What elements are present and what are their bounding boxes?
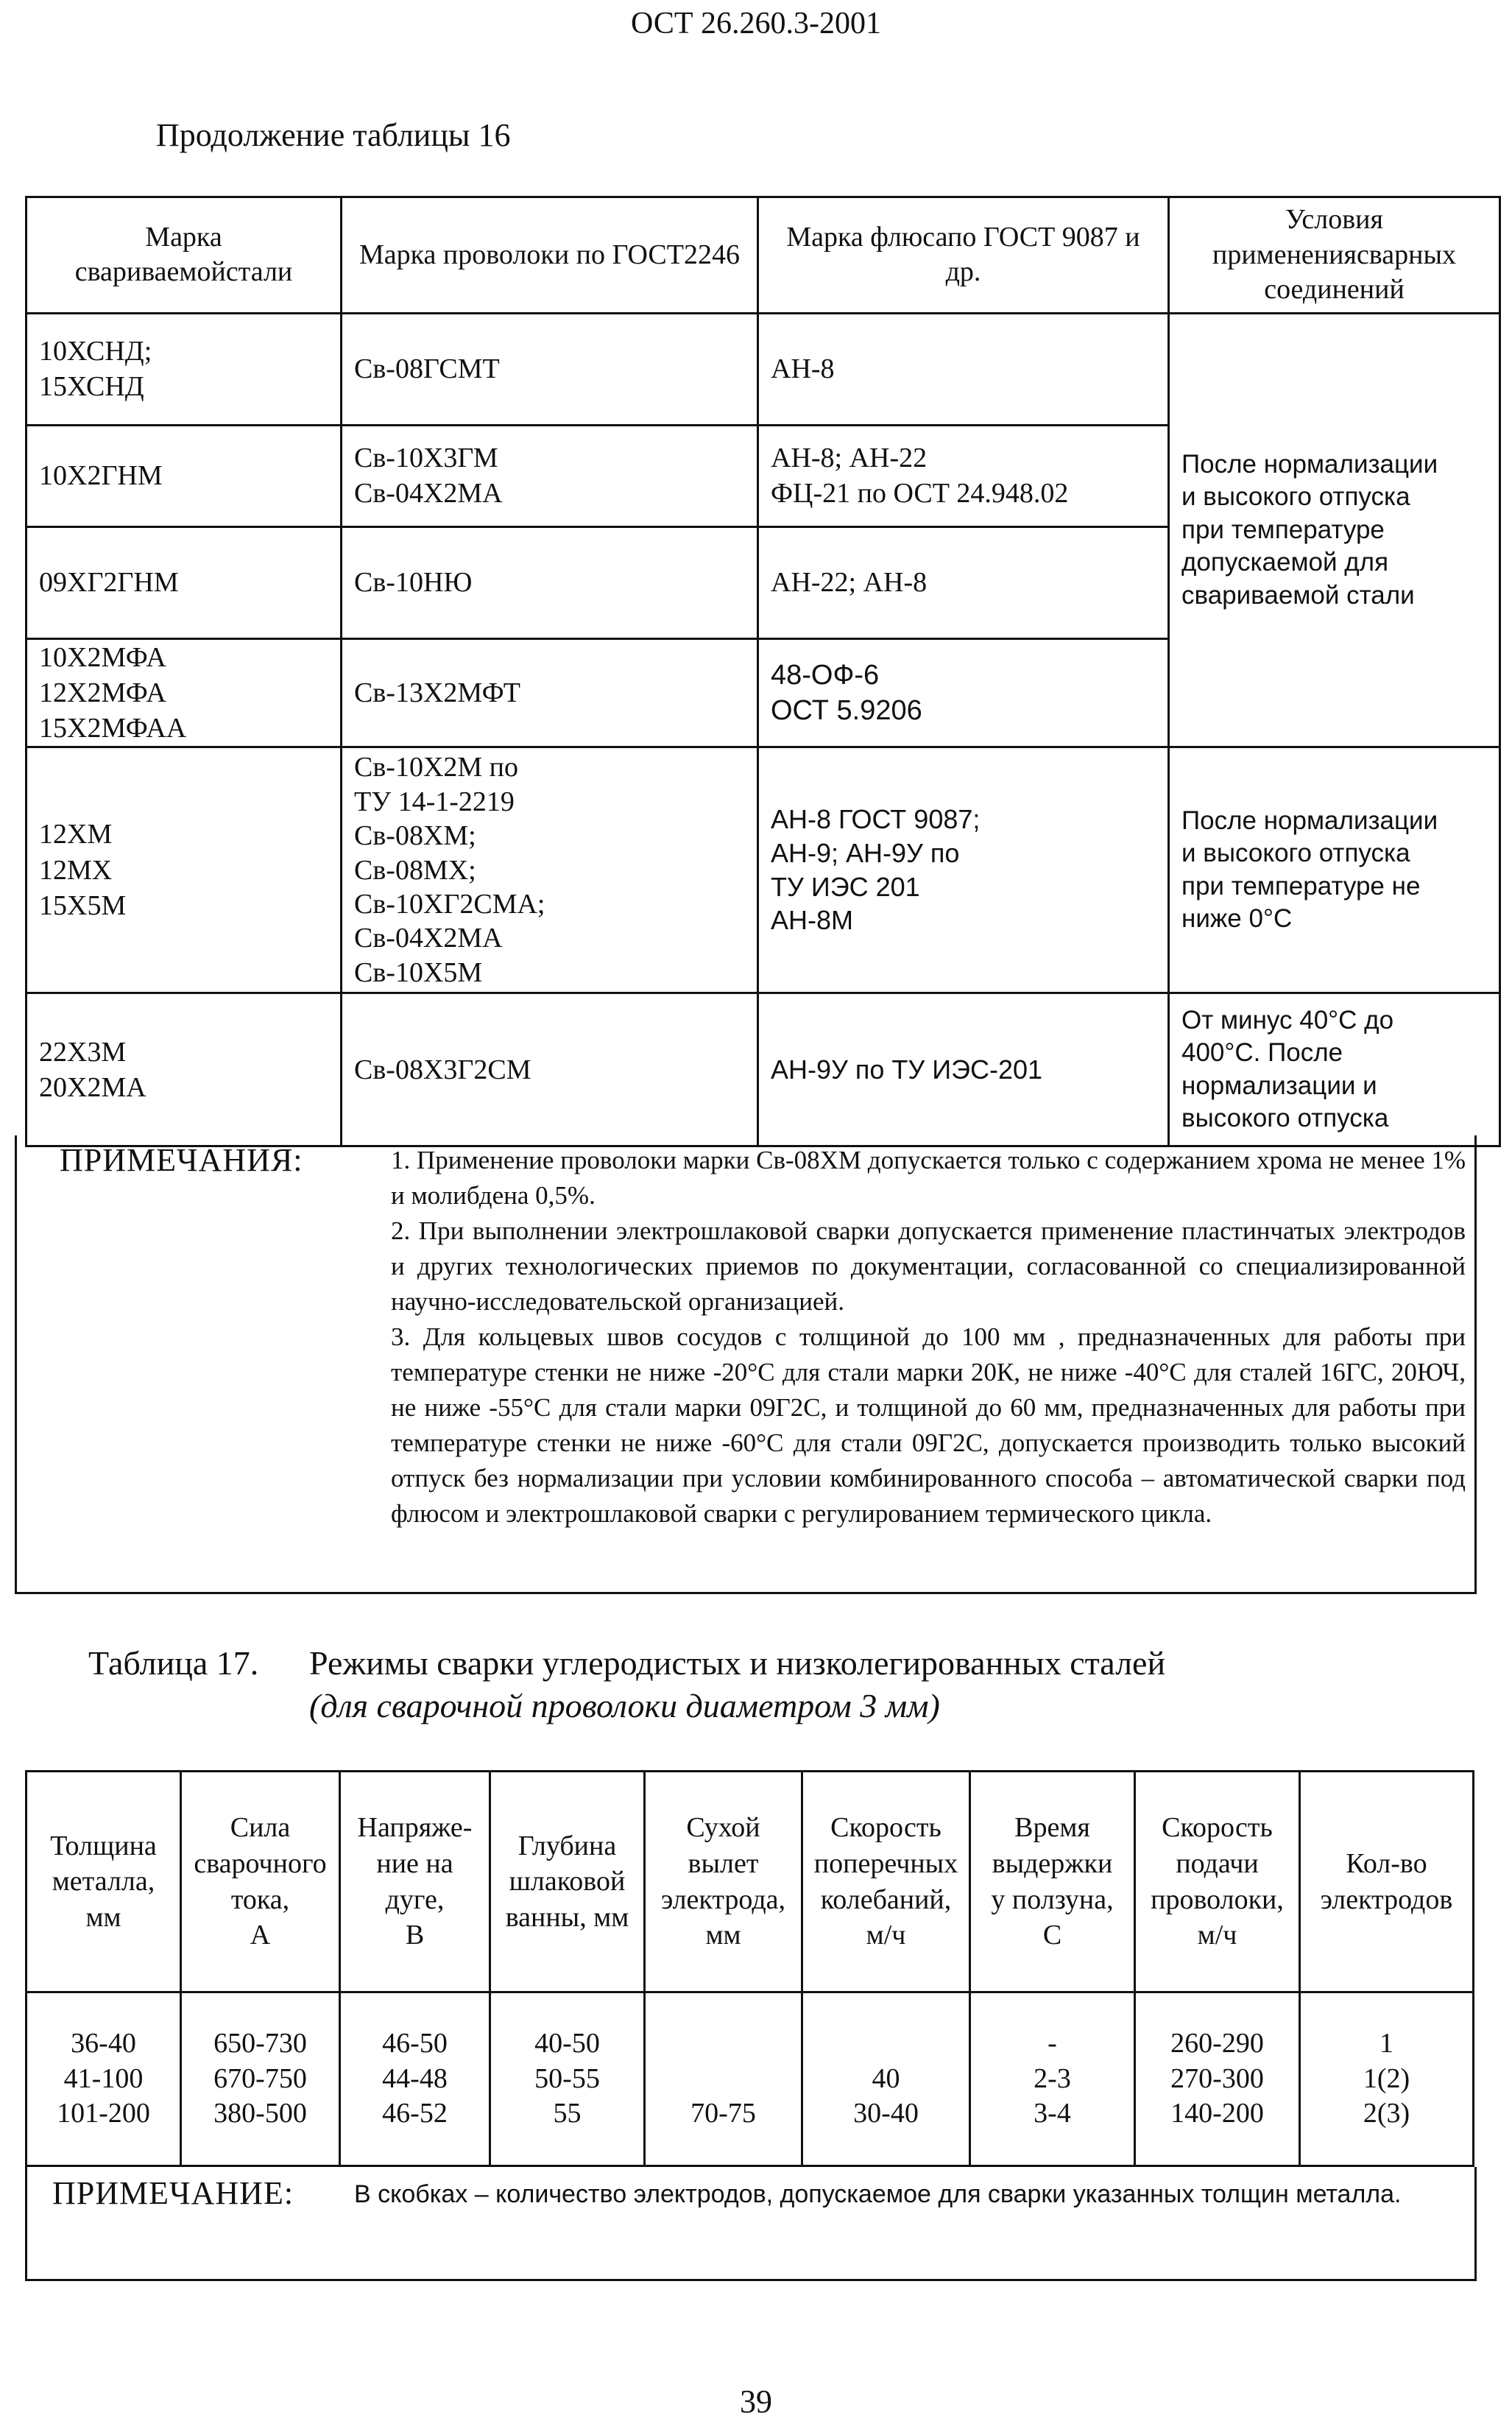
wire-grade-cell: Св-08ГСМТ (342, 313, 758, 425)
conditions-cell: После нормализации и высокого отпуска при температуре допускаемой для свариваемой стали (1169, 313, 1500, 747)
column-header-thickness: Толщина металла, мм (27, 1772, 181, 1992)
table17-header-row (27, 1772, 1474, 1992)
wire-grade-cell: Св-13Х2МФТ (342, 638, 758, 747)
wire-grade-cell: Св-08Х3Г2СМ (342, 993, 758, 1146)
thickness-cell: 36-40 41-100 101-200 (27, 1992, 181, 2166)
wire-feed-speed-cell: 260-290 270-300 140-200 (1135, 1992, 1300, 2166)
note-item: 3. Для кольцевых швов сосудов с толщиной до 100 мм , предназначенных для работы при температуре стенки не ниже -20°С для стали марки 20К, не ниже -40°С для сталей 16ГС, 20ЮЧ, не ниже -55°С для стали марки 09Г2С, и толщиной до 60 мм, предназначенных для работы при температуре стенки не ниже -60°С для стали 09Г2С, допускается производить только высокий отпуск без нормализации при условии комбинированного способа – автоматической сварки под флюсом и электрошлаковой сварки с регулированием термического цикла. (391, 1322, 1466, 1528)
stickout-cell: 70-75 (645, 1992, 802, 2166)
table-row (27, 993, 1500, 1146)
table17-subtitle: (для сварочной проволоки диаметром 3 мм) (309, 1687, 940, 1724)
table-row (27, 1992, 1474, 2166)
column-header-flux: Марка флюсапо ГОСТ 9087 и др. (758, 197, 1169, 314)
flux-grade-cell: 48-ОФ-6 ОСТ 5.9206 (758, 638, 1169, 747)
table17-note (25, 2167, 1477, 2281)
column-header-oscillation-speed: Скорость поперечных колебаний, м/ч (802, 1772, 970, 1992)
steel-grade-cell: 10ХСНД; 15ХСНД (27, 313, 342, 425)
document-header: ОСТ 26.260.3-2001 (631, 7, 881, 40)
wire-grade-cell: Св-10Х3ГМ Св-04Х2МА (342, 425, 758, 526)
column-header-wire: Марка проволоки по ГОСТ2246 (342, 197, 758, 314)
conditions-cell: После нормализации и высокого отпуска при температуре не ниже 0°С (1169, 747, 1500, 993)
slag-depth-cell: 40-50 50-55 55 (490, 1992, 645, 2166)
table-row (27, 747, 1500, 993)
dwell-time-cell: - 2-3 3-4 (970, 1992, 1135, 2166)
table16 (25, 196, 1501, 1147)
flux-grade-cell: АН-9У по ТУ ИЭС-201 (758, 993, 1169, 1146)
column-header-wire-feed-speed: Скорость подачи проволоки, м/ч (1135, 1772, 1300, 1992)
flux-grade-cell: АН-22; АН-8 (758, 526, 1169, 638)
table17-number: Таблица 17. (88, 1644, 259, 1682)
table16-caption: Продолжение таблицы 16 (156, 117, 511, 153)
table16-header-row (27, 197, 1500, 314)
current-cell: 650-730 670-750 380-500 (181, 1992, 340, 2166)
steel-grade-cell: 09ХГ2ГНМ (27, 526, 342, 638)
table16-notes (15, 1135, 1477, 1594)
column-header-current: Сила сварочного тока, А (181, 1772, 340, 1992)
steel-grade-cell: 12ХМ 12МХ 15Х5М (27, 747, 342, 993)
page-number: 39 (740, 2383, 772, 2420)
notes-title: ПРИМЕЧАНИЯ: (60, 1142, 303, 1178)
column-header-slag-depth: Глубина шлаковой ванны, мм (490, 1772, 645, 1992)
conditions-cell: От минус 40°С до 400°С. После нормализации и высокого отпуска (1169, 993, 1500, 1146)
column-header-voltage: Напряже- ние на дуге, В (340, 1772, 490, 1992)
column-header-electrode-count: Кол-во электродов (1300, 1772, 1474, 1992)
oscillation-speed-cell: 40 30-40 (802, 1992, 970, 2166)
column-header-conditions: Условия применениясварных соединений (1169, 197, 1500, 314)
steel-grade-cell: 10Х2МФА 12Х2МФА 15Х2МФАА (27, 638, 342, 747)
table17 (25, 1770, 1474, 2167)
voltage-cell: 46-50 44-48 46-52 (340, 1992, 490, 2166)
column-header-electrode-stickout: Сухой вылет электрода, мм (645, 1772, 802, 1992)
note-body: В скобках – количество электродов, допускаемое для сварки указанных толщин металла. (354, 2180, 1402, 2208)
table17-title: Режимы сварки углеродистых и низколегированных сталей (309, 1644, 1166, 1682)
note-item: 2. При выполнении электрошлаковой сварки допускается применение пластинчатых электродов и других технологических приемов по документации, согласованной со специализированной научно-исследовательской организацией. (391, 1216, 1466, 1316)
wire-grade-cell: Св-10Х2М по ТУ 14-1-2219 Св-08ХМ; Св-08МХ; Св-10ХГ2СМА; Св-04Х2МА Св-10Х5М (342, 747, 758, 993)
column-header-steel: Марка свариваемойстали (27, 197, 342, 314)
steel-grade-cell: 22Х3М 20Х2МА (27, 993, 342, 1146)
flux-grade-cell: АН-8; АН-22 ФЦ-21 по ОСТ 24.948.02 (758, 425, 1169, 526)
notes-body (391, 1143, 1466, 1532)
note-title: ПРИМЕЧАНИЕ: (52, 2175, 294, 2211)
note-item: 1. Применение проволоки марки Св-08ХМ допускается только с содержанием хрома не менее 1% и молибдена 0,5%. (391, 1146, 1466, 1210)
steel-grade-cell: 10Х2ГНМ (27, 425, 342, 526)
table-row (27, 313, 1500, 425)
electrode-count-cell: 1 1(2) 2(3) (1300, 1992, 1474, 2166)
table17-caption (88, 1642, 1165, 1727)
column-header-dwell-time: Время выдержки у ползуна, С (970, 1772, 1135, 1992)
wire-grade-cell: Св-10НЮ (342, 526, 758, 638)
flux-grade-cell: АН-8 (758, 313, 1169, 425)
flux-grade-cell: АН-8 ГОСТ 9087; АН-9; АН-9У по ТУ ИЭС 201 АН-8М (758, 747, 1169, 993)
